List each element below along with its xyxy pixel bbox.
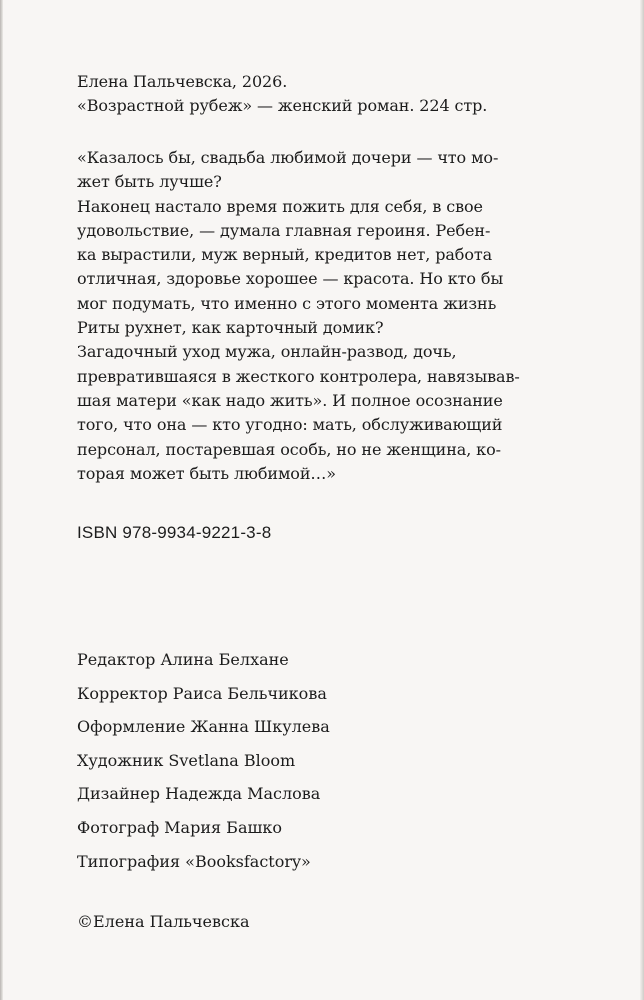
page-left-edge-shadow bbox=[0, 0, 3, 1000]
author-year: Елена Пальчевска, 2026. bbox=[77, 72, 288, 91]
annotation-line: Риты рухнет, как карточный домик? bbox=[77, 318, 384, 338]
credit-artist: Художник Svetlana Bloom bbox=[77, 750, 296, 770]
credit-layout: Оформление Жанна Шкулева bbox=[77, 717, 330, 737]
annotation-line: жет быть лучше? bbox=[77, 172, 222, 192]
annotation-line: отличная, здоровье хорошее — красота. Но кто бы bbox=[77, 269, 504, 289]
isbn: ISBN 978-9934-9221-3-8 bbox=[77, 523, 272, 542]
annotation-line: ка вырастили, муж верный, кредитов нет, работа bbox=[77, 245, 493, 265]
annotation-line: удовольствие, — думала главная героиня. Ребен- bbox=[77, 220, 491, 240]
book-annotation bbox=[77, 146, 557, 486]
annotation-line: Загадочный уход мужа, онлайн-развод, дочь, bbox=[77, 342, 457, 362]
credit-editor: Редактор Алина Белхане bbox=[77, 650, 289, 669]
annotation-line: «Казалось бы, свадьба любимой дочери — что мо- bbox=[77, 148, 499, 167]
annotation-line: шая матери «как надо жить». И полное осознание bbox=[77, 390, 503, 410]
annotation-line: Наконец настало время пожить для себя, в свое bbox=[77, 196, 483, 216]
page-right-edge-shadow bbox=[640, 0, 644, 1000]
credit-designer: Дизайнер Надежда Маслова bbox=[77, 784, 321, 804]
credit-printing: Типография «Booksfactory» bbox=[77, 851, 311, 871]
credits-list bbox=[77, 648, 557, 883]
credit-proofreader: Корректор Раиса Бельчикова bbox=[77, 683, 327, 703]
credit-photographer: Фотограф Мария Башко bbox=[77, 817, 282, 837]
annotation-line: торая может быть любимой…» bbox=[77, 463, 336, 483]
annotation-line: того, что она — кто угодно: мать, обслуживающий bbox=[77, 415, 503, 435]
copyright: ©Елена Пальчевска bbox=[77, 912, 250, 931]
publication-header bbox=[77, 70, 557, 119]
annotation-line: превратившаяся в жесткого контролера, навязывав- bbox=[77, 366, 520, 386]
annotation-line: персонал, постаревшая особь, но не женщина, ко- bbox=[77, 439, 501, 459]
annotation-line: мог подумать, что именно с этого момента жизнь bbox=[77, 293, 497, 313]
book-title-line: «Возрастной рубеж» — женский роман. 224 стр. bbox=[77, 96, 488, 116]
